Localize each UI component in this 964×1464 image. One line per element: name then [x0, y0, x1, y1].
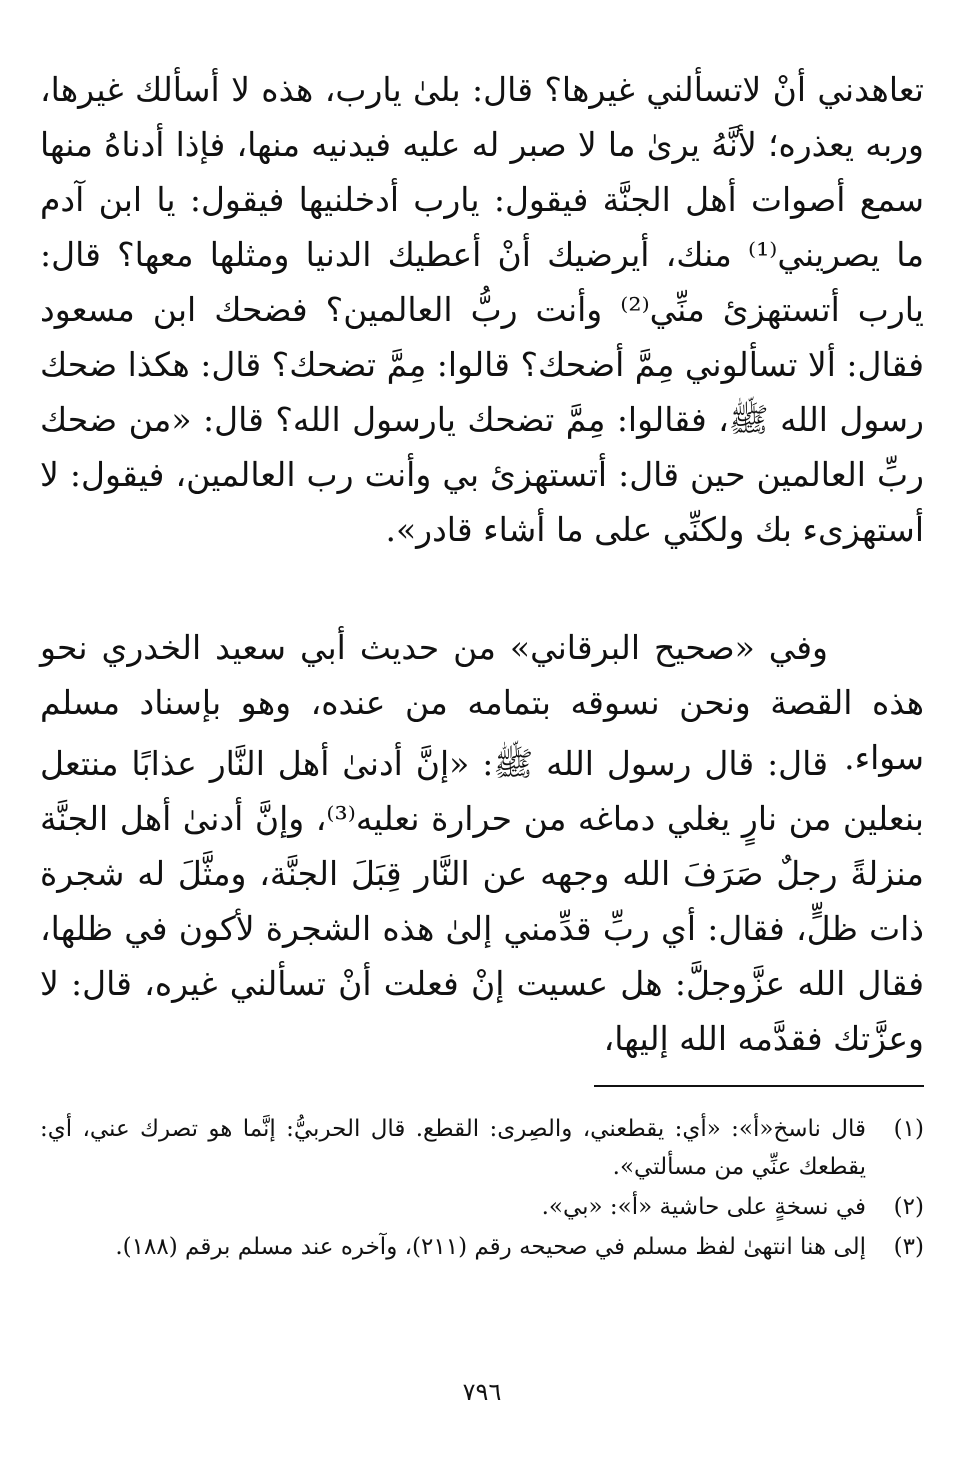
footnote-divider [594, 1085, 924, 1087]
footnote-text: في نسخةٍ على حاشية «أ»: «بي». [541, 1194, 866, 1220]
footnote-number: (١) [893, 1116, 924, 1142]
page-number: ٧٩٦ [462, 1378, 502, 1406]
footnote-item [40, 1110, 924, 1186]
paragraph-text: تعاهدني أنْ لاتسألني غيرها؟ قال: بلىٰ يارب، هذه لا أسألك غيرها، وربه يعذره؛ لأنَّهُ يرىٰ ما لا صبر له عليه فيدنيه منها، فإذا أدناهُ منها سمع أصوات أهل الجنَّة فيقول: يارب أدخلنيها فيقول: يا ابن آدم ما يصريني⁽¹⁾ منك، أيرضيك أنْ أعطيك الدنيا ومثلها معها؟ قال: يارب أتستهزئ منِّي⁽²⁾ وأنت ربُّ العالمين؟ فضحك ابن مسعود فقال: ألا تسألوني مِمَّ أضحك؟ قالوا: مِمَّ تضحك؟ قال: هكذا ضحك رسول الله ﷺ، فقالوا: مِمَّ تضحك يارسول الله؟ قال: «من ضحك ربِّ العالمين حين قال: أتستهزئ بي وأنت رب العالمين، فيقول: لا أستهزىء بك ولكنِّي على ما أشاء قادر». [40, 70, 924, 549]
paragraph-text: وفي «صحيح البرقاني» من حديث أبي سعيد الخدري نحو هذه القصة ونحن نسوقه بتمامه من عنده، وهو بإسناد مسلم سواء. [40, 628, 924, 777]
footnotes [40, 1110, 924, 1268]
footnote-text: إلى هنا انتهىٰ لفظ مسلم في صحيحه رقم (٢١١)، وآخره عند مسلم برقم (١٨٨). [115, 1234, 866, 1260]
footnote-number: (٣) [893, 1234, 924, 1260]
paragraph-hadith-continuation [40, 62, 924, 557]
footnote-item [40, 1228, 924, 1266]
footnote-text: قال ناسخ«أ»: «أي: يقطعني، والصِرى: القطع. قال الحربيُّ: إنَّما هو تصرك عني، أي: يقطعك عنِّي من مسألتي». [40, 1116, 866, 1180]
footnote-item [40, 1188, 924, 1226]
footnote-number: (٢) [893, 1194, 924, 1220]
paragraph-hadith-narration [40, 736, 924, 1066]
paragraph-text: قال: قال رسول الله ﷺ: «إنَّ أدنىٰ أهل النَّار عذابًا منتعل بنعلين من نارٍ يغلي دماغه من حرارة نعليه⁽³⁾، وإنَّ أدنىٰ أهل الجنَّة منزلةً رجلٌ صَرَفَ الله وجهه عن النَّار قِبَلَ الجنَّة، ومثَّلَ له شجرة ذات ظلٍّ، فقال: أي ربِّ قدِّمني إلىٰ هذه الشجرة لأكون في ظلها، فقال الله عزَّوجلَّ: هل عسيت إنْ فعلت أنْ تسألني غيره، قال: لا وعزَّتك فقدَّمه الله إليها، [40, 744, 924, 1058]
